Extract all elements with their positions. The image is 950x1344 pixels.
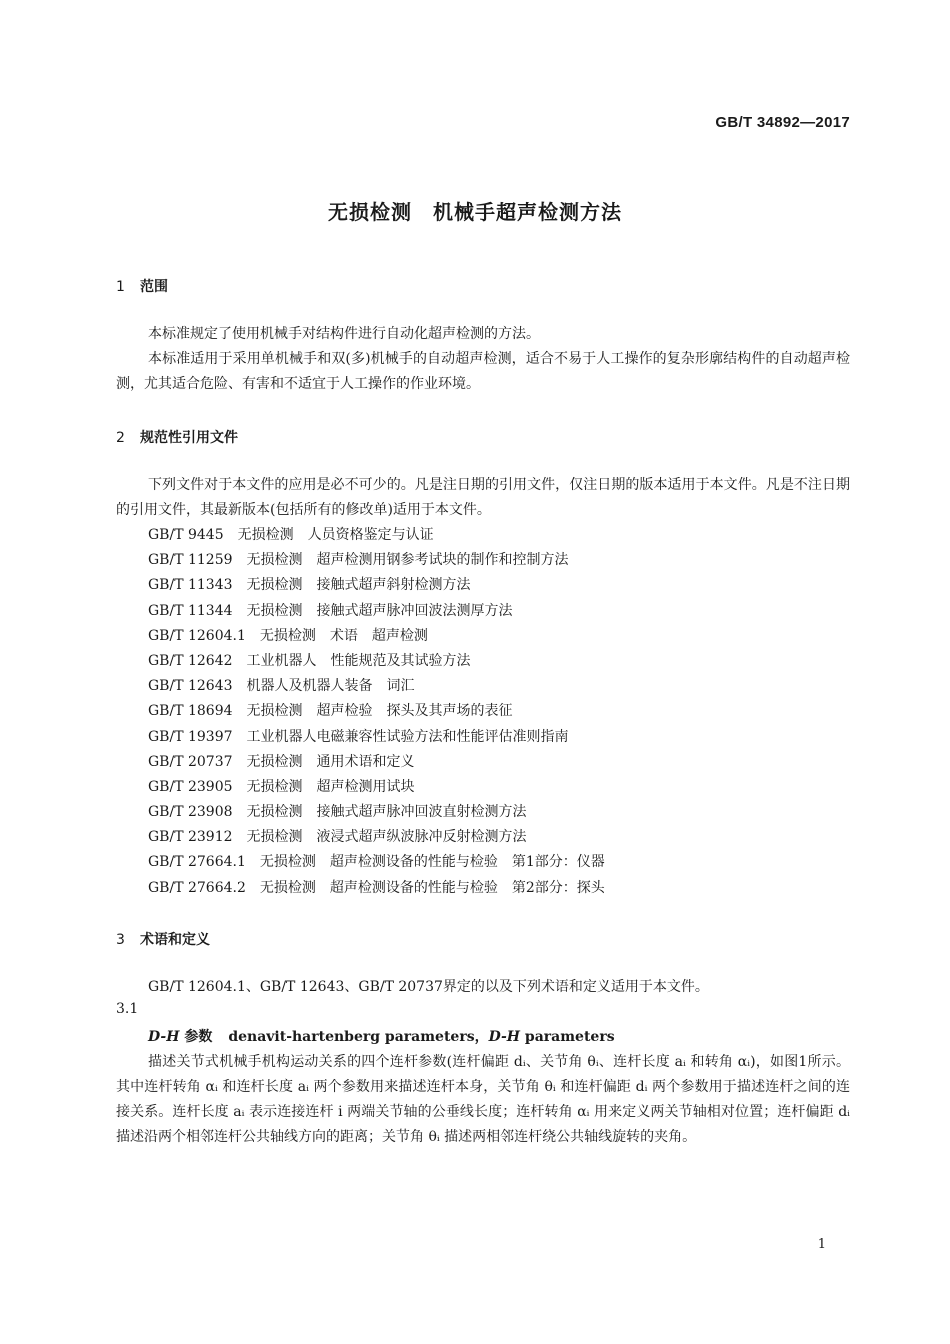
page-number: 1 <box>817 1237 826 1252</box>
reference-item: GB/T 27664.2 无损检测 超声检测设备的性能与检验 第2部分：探头 <box>148 879 605 896</box>
term-definition: 描述关节式机械手机构运动关系的四个连杆参数(连杆偏距 dᵢ、关节角 θᵢ、连杆长度 aᵢ 和转角 αᵢ)，如图1所示。其中连杆转角 αᵢ 和连杆长度 aᵢ 两个参数用来描述连杆本身，关节角 θᵢ 和连杆偏距 dᵢ 两个参数用于描述连杆之间的连接关系。连杆长度 aᵢ 表示连接连杆 i 两端关节轴的公垂线长度；连杆转角 αᵢ 用来定义两关节轴相对位置；连杆偏距 dᵢ 描述沿两个相邻连杆公共轴线方向的距离；关节角 θᵢ 描述两相邻连杆绕公共轴线旋转的夹角。 <box>116 1054 850 1145</box>
term-en: denavit-hartenberg parameters， <box>228 1029 489 1045</box>
section-3-intro: GB/T 12604.1、GB/T 12643、GB/T 20737界定的以及下列术语和定义适用于本文件。 <box>148 979 709 995</box>
section-1-paragraph-1: 本标准规定了使用机械手对结构件进行自动化超声检测的方法。 <box>148 326 540 342</box>
reference-item: GB/T 23908 无损检测 接触式超声脉冲回波直射检测方法 <box>148 804 527 821</box>
term-zh: 参数 <box>184 1029 213 1045</box>
term-en-symbol: D-H <box>488 1029 521 1045</box>
section-title: 术语和定义 <box>140 932 210 948</box>
section-title: 范围 <box>140 279 168 295</box>
reference-item: GB/T 18694 无损检测 超声检验 探头及其声场的表征 <box>148 703 513 720</box>
standard-number: GB/T 34892—2017 <box>715 114 850 131</box>
reference-item: GB/T 19397 工业机器人电磁兼容性试验方法和性能评估准则指南 <box>148 728 569 745</box>
section-1-heading <box>116 276 168 296</box>
clause-number: 3.1 <box>116 1001 139 1017</box>
reference-item: GB/T 11344 无损检测 接触式超声脉冲回波法测厚方法 <box>148 602 513 619</box>
reference-item: GB/T 23912 无损检测 液浸式超声纵波脉冲反射检测方法 <box>148 829 527 846</box>
reference-item: GB/T 11259 无损检测 超声检测用钢参考试块的制作和控制方法 <box>148 552 569 569</box>
normative-references-list <box>148 523 605 901</box>
reference-item: GB/T 27664.1 无损检测 超声检测设备的性能与检验 第1部分：仪器 <box>148 854 605 871</box>
reference-item: GB/T 11343 无损检测 接触式超声斜射检测方法 <box>148 577 471 594</box>
term-symbol: D-H <box>148 1029 180 1045</box>
section-3-heading <box>116 929 210 949</box>
reference-item: GB/T 23905 无损检测 超声检测用试块 <box>148 778 415 795</box>
term-en-suffix: parameters <box>520 1029 615 1045</box>
section-number: 1 <box>116 279 125 295</box>
term-heading <box>148 1026 615 1046</box>
reference-item: GB/T 9445 无损检测 人员资格鉴定与认证 <box>148 527 434 543</box>
reference-item: GB/T 12643 机器人及机器人装备 词汇 <box>148 678 415 695</box>
section-2-heading <box>116 427 238 447</box>
document-title: 无损检测 机械手超声检测方法 <box>328 200 622 224</box>
reference-item: GB/T 20737 无损检测 通用术语和定义 <box>148 753 415 770</box>
reference-item: GB/T 12604.1 无损检测 术语 超声检测 <box>148 627 428 644</box>
section-2-intro: 下列文件对于本文件的应用是必不可少的。凡是注日期的引用文件，仅注日期的版本适用于本文件。凡是不注日期的引用文件，其最新版本(包括所有的修改单)适用于本文件。 <box>116 477 850 518</box>
section-title: 规范性引用文件 <box>140 430 238 446</box>
section-number: 3 <box>116 932 125 948</box>
reference-item: GB/T 12642 工业机器人 性能规范及其试验方法 <box>148 652 471 669</box>
section-number: 2 <box>116 430 125 446</box>
section-1-paragraph-2: 本标准适用于采用单机械手和双(多)机械手的自动超声检测，适合不易于人工操作的复杂形廓结构件的自动超声检测，尤其适合危险、有害和不适宜于人工操作的作业环境。 <box>116 351 850 392</box>
